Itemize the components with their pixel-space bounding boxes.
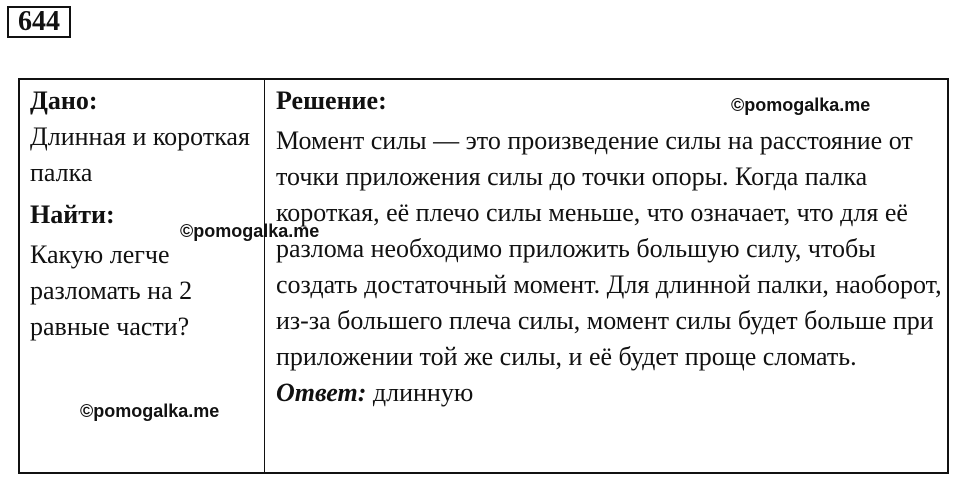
watermark: ©pomogalka.me — [180, 221, 320, 241]
solution-text: Момент силы — это произведение силы на расстояние от точки приложения силы до точки опоры. Когда палка короткая, её плечо силы меньше, что означает, что для её разлома необходимо приложить большую силу, чтобы создать достаточный момент. Для длинной палки, наоборот, из-за большего плеча силы, момент силы будет больше при приложении той же силы, и её будет проще сломать. — [276, 126, 942, 371]
solution-column — [276, 80, 944, 411]
given-text: Длинная и короткая палка — [30, 122, 250, 187]
find-text: Какую легче разломать на 2 равные части? — [30, 240, 193, 341]
column-divider — [264, 80, 265, 472]
answer-value: длинную — [366, 378, 474, 407]
watermark: ©pomogalka.me — [80, 401, 220, 421]
find-heading: Найти: — [30, 200, 115, 229]
task-number-badge: 644 — [7, 6, 71, 38]
answer-line — [276, 375, 944, 411]
watermark: ©pomogalka.me — [731, 95, 871, 115]
given-column — [30, 80, 256, 345]
solution-heading: Решение: — [276, 86, 387, 115]
given-heading: Дано: — [30, 86, 98, 115]
answer-label: Ответ: — [276, 378, 367, 407]
